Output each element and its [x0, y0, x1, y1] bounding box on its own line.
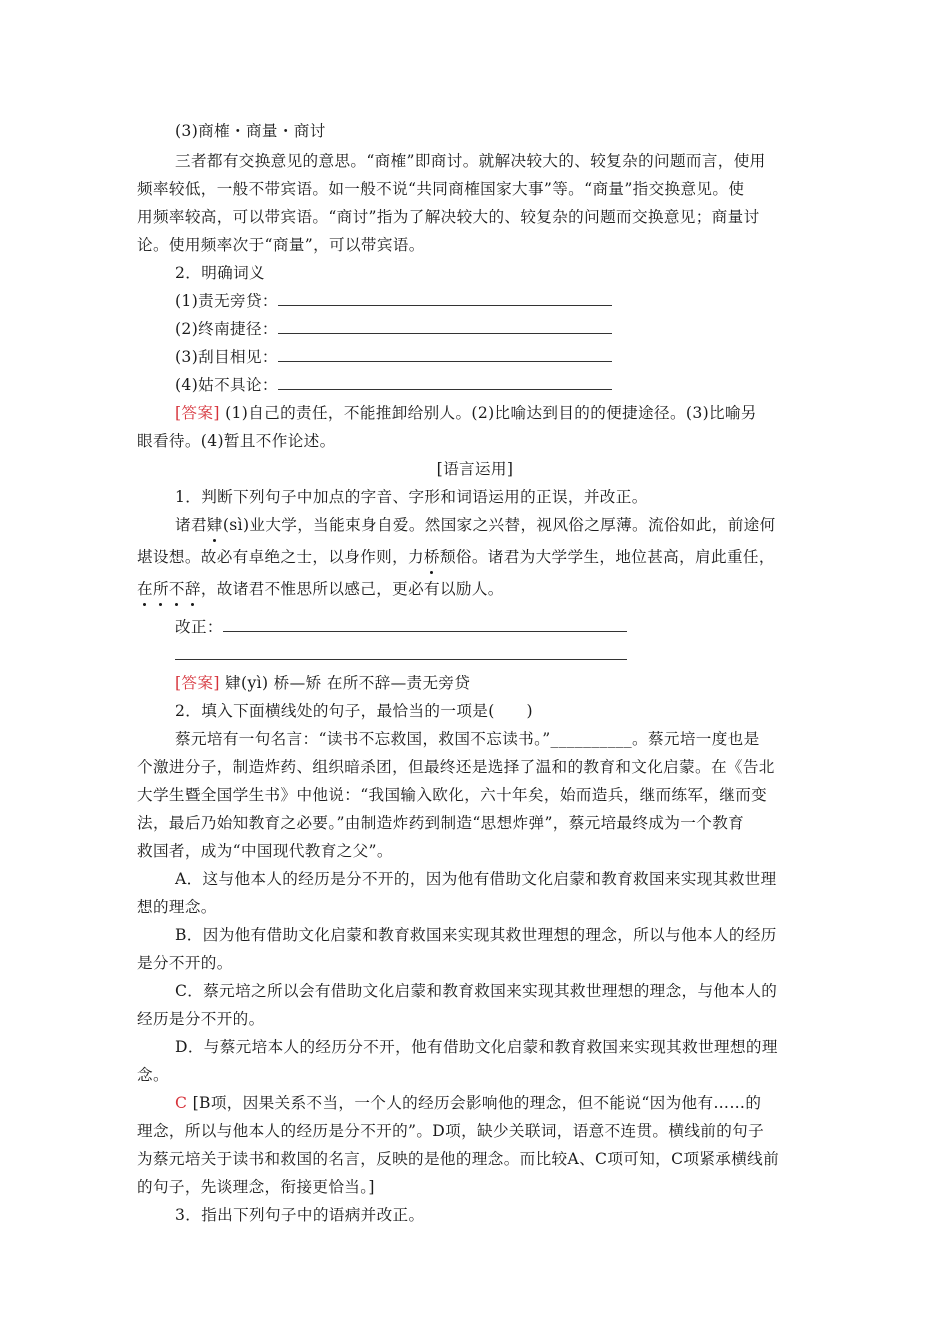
answer-letter: C: [175, 1094, 188, 1112]
dotted-char: 不: [168, 580, 185, 598]
answer-tag: [答案]: [175, 404, 220, 422]
paragraph-line: 救国者，成为“中国现代教育之父”。: [137, 842, 393, 860]
explanation-line: 的句子，先谈理念，衔接更恰当。]: [137, 1178, 375, 1196]
paragraph-line: 蔡元培有一句名言：“读书不忘救国，救国不忘读书。”__________。蔡元培一度也是: [175, 730, 760, 748]
fix-line: 改正：: [175, 617, 855, 637]
answer-blank: [278, 375, 612, 390]
dotted-char: 桥: [424, 548, 440, 566]
answer-blank: [223, 617, 627, 632]
dotted-char: 辞: [184, 580, 201, 598]
definition-item: (3)刮目相见：: [175, 347, 855, 367]
definition-item: (2)终南捷径：: [175, 319, 855, 339]
answer-blank: [278, 291, 612, 306]
dotted-char: 所: [152, 580, 169, 598]
option-c: C．蔡元培之所以会有借助文化启蒙和教育救国来实现其救世理想的理念，与他本人的: [175, 982, 778, 1000]
question-title: 3．指出下列句子中的语病并改正。: [175, 1206, 425, 1224]
option-b-cont: 是分不开的。: [137, 954, 233, 972]
option-a: A．这与他本人的经历是分不开的，因为他有借助文化启蒙和教育救国来实现其救世理: [175, 870, 777, 888]
answer-blank: [175, 645, 627, 660]
option-b: B．因为他有借助文化启蒙和教育救国来实现其救世理想的理念，所以与他本人的经历: [175, 926, 777, 944]
paragraph-line: 在所不辞，故诸君不惟思所以感己，更必有以励人。: [137, 580, 504, 598]
section-heading: [语言运用]: [436, 460, 514, 478]
paragraph-line: 三者都有交换意见的意思。“商榷”即商讨。就解决较大的、较复杂的问题而言，使用: [175, 152, 766, 170]
answer-blank: [278, 319, 612, 334]
option-d-cont: 念。: [137, 1066, 169, 1084]
dotted-char: 在: [137, 580, 153, 598]
answer-blank: [278, 347, 612, 362]
question-title: 2．明确词义: [175, 264, 265, 282]
paragraph-line: 个激进分子，制造炸药、组织暗杀团，但最终还是选择了温和的教育和文化启蒙。在《告北: [137, 758, 775, 776]
paragraph-line: 频率较低，一般不带宾语。如一般不说“共同商榷国家大事”等。“商量”指交换意见。使: [137, 180, 745, 198]
paragraph-line: 法，最后乃始知教育之必要。”由制造炸药到制造“思想炸弹”，蔡元培最终成为一个教育: [137, 814, 745, 832]
option-c-cont: 经历是分不开的。: [137, 1010, 265, 1028]
explanation-line: C [B项，因果关系不当，一个人的经历会影响他的理念，但不能说“因为他有……的: [175, 1094, 762, 1112]
paragraph-line: 用频率较高，可以带宾语。“商讨”指为了解决较大的、较复杂的问题而交换意见；商量讨: [137, 208, 760, 226]
definition-item: (4)姑不具论：: [175, 375, 855, 395]
dotted-char: 肄: [206, 516, 223, 534]
paragraph-line: 论。使用频率次于“商量”，可以带宾语。: [137, 236, 425, 254]
answer-line: [答案] (1)自己的责任，不能推卸给别人。(2)比喻达到目的的便捷途径。(3)比喻另: [175, 404, 757, 422]
answer-tag: [答案]: [175, 674, 220, 692]
definition-item: (1)责无旁贷：: [175, 291, 855, 311]
paragraph-line: 大学生暨全国学生书》中他说：“我国输入欧化，六十年矣，始而造兵，继而练军，继而变: [137, 786, 768, 804]
option-d: D．与蔡元培本人的经历分不开，他有借助文化启蒙和教育救国来实现其救世理想的理: [175, 1038, 778, 1056]
answer-line: [答案] 肄(yì) 桥—矫 在所不辞—责无旁贷: [175, 674, 471, 692]
paragraph-line: 诸君肄(sì)业大学，当能束身自爱。然国家之兴替，视风俗之厚薄。流俗如此，前途何: [175, 516, 776, 534]
option-a-cont: 想的理念。: [137, 898, 217, 916]
section-title: (3)商榷・商量・商讨: [175, 122, 326, 140]
answer-line: 眼看待。(4)暂且不作论述。: [137, 432, 336, 450]
explanation-line: 为蔡元培关于读书和救国的名言，反映的是他的理念。而比较A、C项可知，C项紧承横线前: [137, 1150, 780, 1168]
question-title: 2．填入下面横线处的句子，最恰当的一项是( ): [175, 702, 533, 720]
fix-line-2: [175, 645, 855, 665]
question-title: 1．判断下列句子中加点的字音、字形和词语运用的正误，并改正。: [175, 488, 648, 506]
explanation-line: 理念，所以与他本人的经历是分不开的”。D项，缺少关联词，语意不连贯。横线前的句子: [137, 1122, 765, 1140]
paragraph-line: 堪设想。故必有卓绝之士，以身作则，力桥颓俗。诸君为大学学生，地位甚高，肩此重任，: [137, 548, 775, 566]
